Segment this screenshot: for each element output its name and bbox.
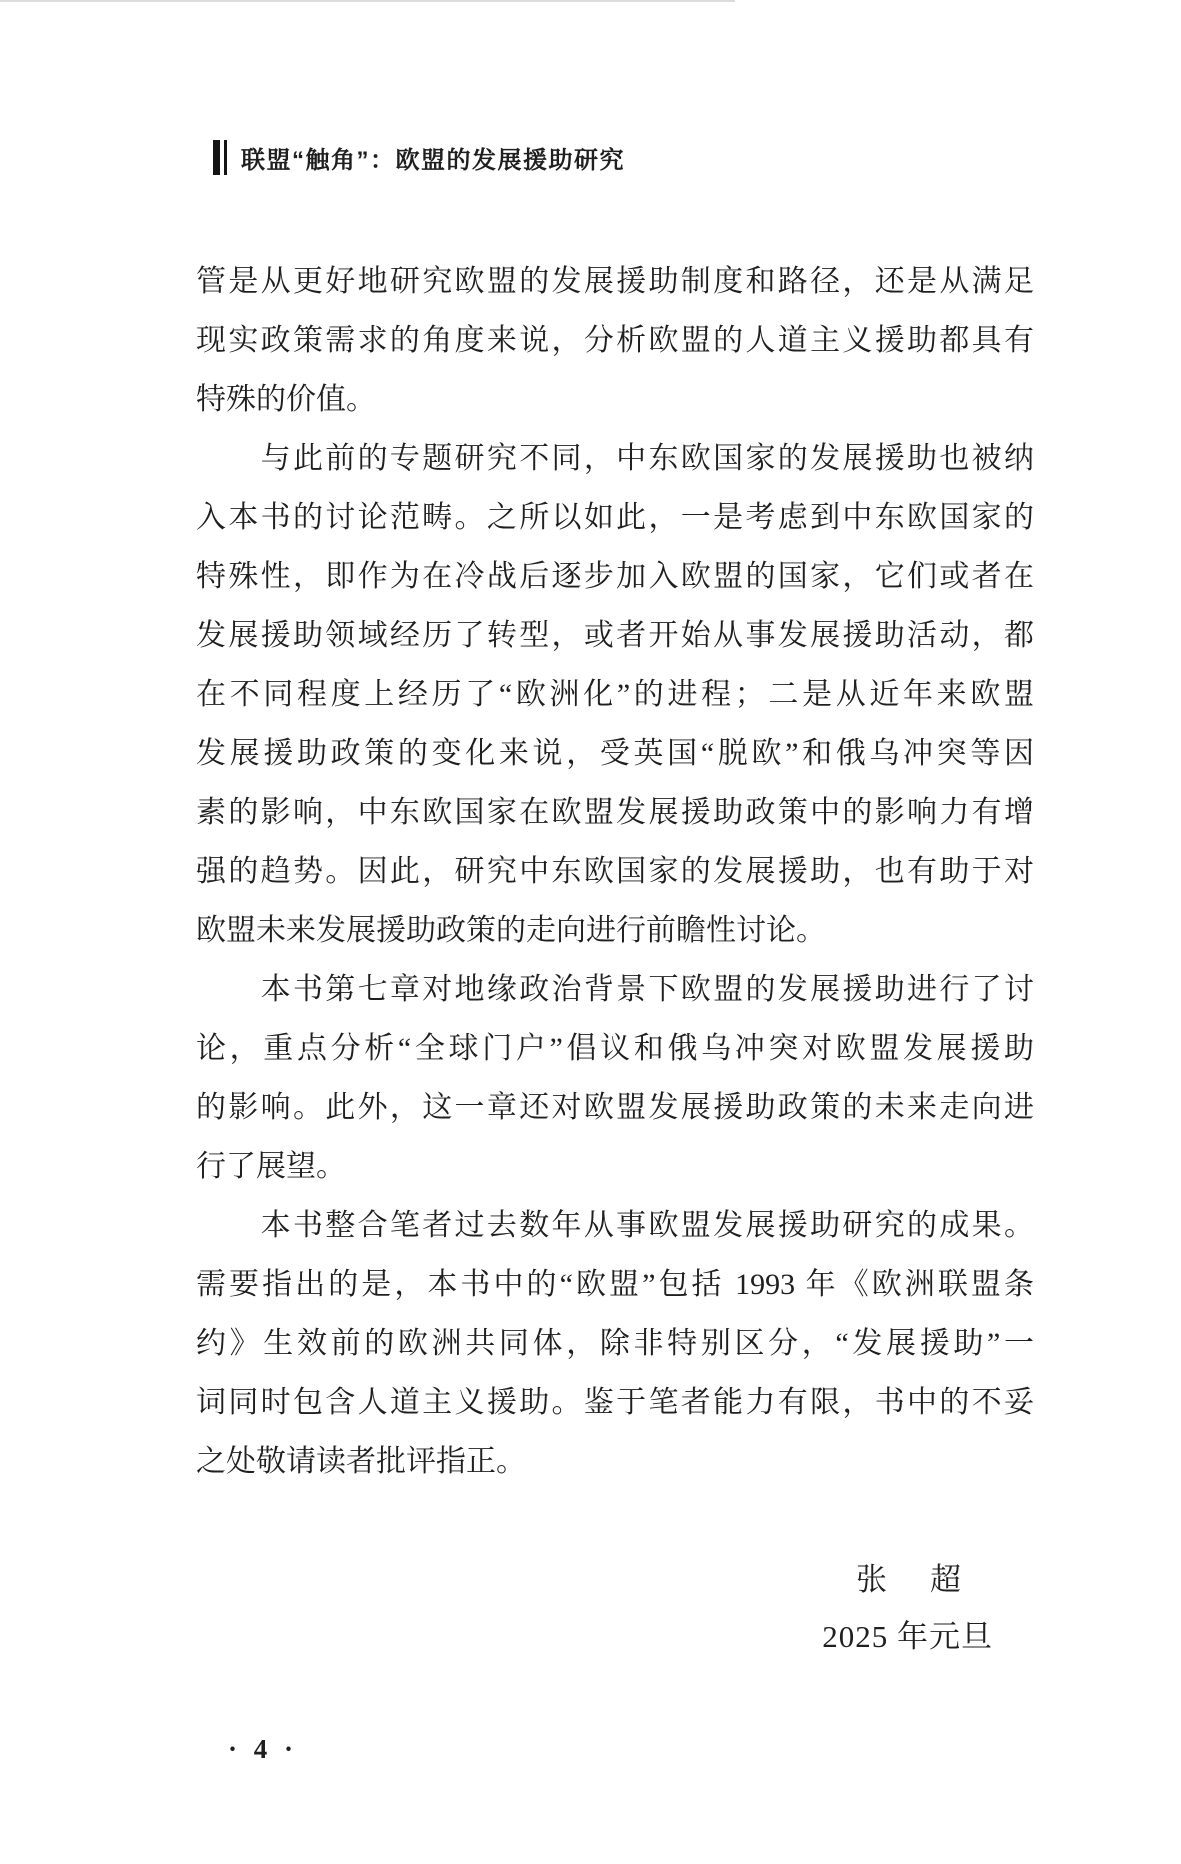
text-line: 约》生效前的欧洲共同体，除非特别区分，“发展援助”一: [196, 1327, 1034, 1360]
page-number: · 4 ·: [228, 1734, 299, 1764]
paragraph: [196, 429, 1034, 960]
text-line: 欧盟未来发展援助政策的走向进行前瞻性讨论。: [196, 914, 826, 947]
text-line: 强的趋势。因此，研究中东欧国家的发展援助，也有助于对: [196, 855, 1034, 888]
text-line: 现实政策需求的角度来说，分析欧盟的人道主义援助都具有: [196, 324, 1034, 357]
running-head: [213, 140, 625, 175]
signature-block: [822, 1551, 993, 1665]
thick-bar: [213, 140, 220, 175]
text-line: 论，重点分析“全球门户”倡议和俄乌冲突对欧盟发展援助: [196, 1032, 1034, 1065]
scan-edge-artifact: [0, 0, 735, 2]
text-line: 管是从更好地研究欧盟的发展援助制度和路径，还是从满足: [196, 265, 1034, 298]
text-line: 在不同程度上经历了“欧洲化”的进程；二是从近年来欧盟: [196, 678, 1034, 711]
text-line: 发展援助政策的变化来说，受英国“脱欧”和俄乌冲突等因: [196, 737, 1034, 770]
body-text: [196, 252, 1034, 1491]
text-line: 词同时包含人道主义援助。鉴于笔者能力有限，书中的不妥: [196, 1386, 1034, 1419]
text-line: 本书整合笔者过去数年从事欧盟发展援助研究的成果。: [196, 1209, 1034, 1242]
text-line: 的影响。此外，这一章还对欧盟发展援助政策的未来走向进: [196, 1091, 1034, 1124]
text-line: 素的影响，中东欧国家在欧盟发展援助政策中的影响力有增: [196, 796, 1034, 829]
text-line: 行了展望。: [196, 1150, 346, 1183]
author-name: 张 超: [856, 1562, 967, 1597]
text-line: 之处敬请读者批评指正。: [196, 1445, 526, 1478]
text-line: 入本书的讨论范畴。之所以如此，一是考虑到中东欧国家的: [196, 501, 1034, 534]
text-line: 发展援助领域经历了转型，或者开始从事发展援助活动，都: [196, 619, 1034, 652]
paragraph: [196, 960, 1034, 1196]
text-line: 需要指出的是，本书中的“欧盟”包括 1993 年《欧洲联盟条: [196, 1268, 1034, 1301]
text-line: 与此前的专题研究不同，中东欧国家的发展援助也被纳: [196, 442, 1034, 475]
header-bars-icon: [213, 140, 227, 175]
running-head-title: 联盟“触角”：欧盟的发展援助研究: [241, 147, 625, 174]
text-line: 特殊的价值。: [196, 383, 376, 416]
thin-bar: [224, 140, 227, 175]
text-line: 特殊性，即作为在冷战后逐步加入欧盟的国家，它们或者在: [196, 560, 1034, 593]
text-line: 本书第七章对地缘政治背景下欧盟的发展援助进行了讨: [196, 973, 1034, 1006]
paragraph: [196, 1196, 1034, 1491]
paragraph: [196, 252, 1034, 429]
signature-date: 2025 年元旦: [822, 1619, 993, 1654]
